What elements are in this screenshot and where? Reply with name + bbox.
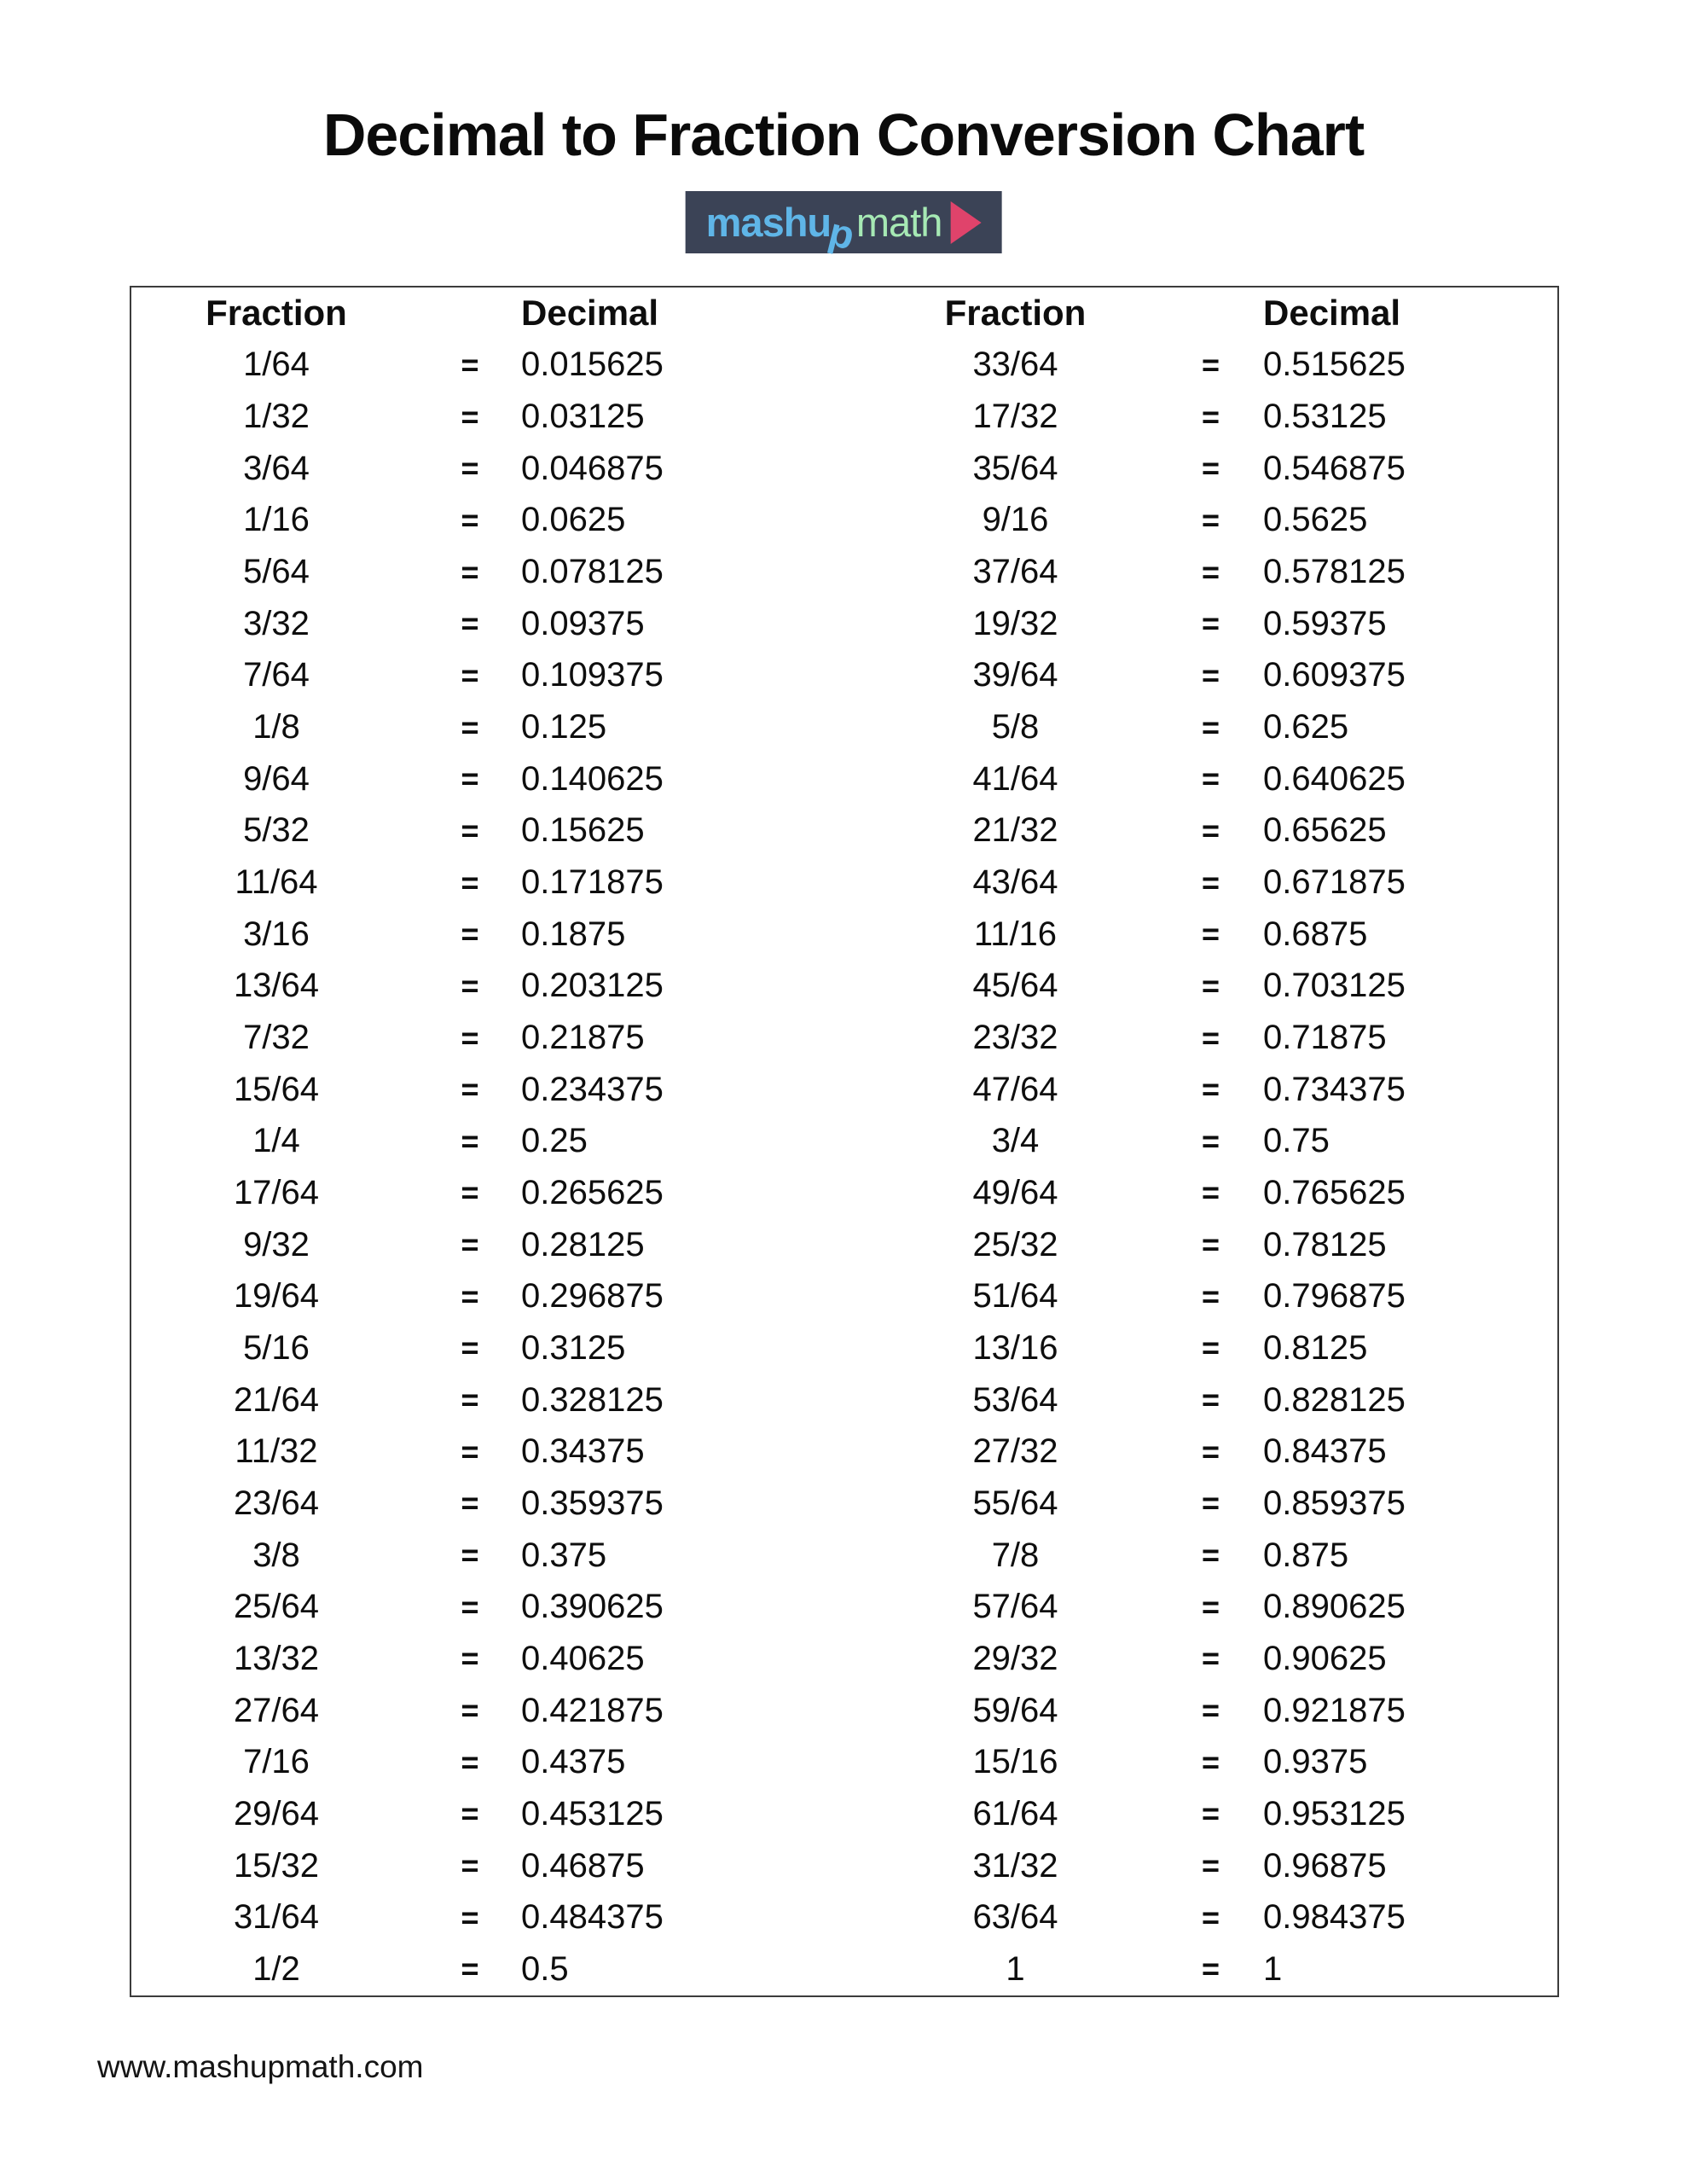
decimal-value: 0.1875 [521,915,626,953]
equals-sign: = [461,1899,479,1935]
fraction-value: 19/64 [233,1277,320,1316]
fraction-value: 25/64 [233,1588,320,1626]
equals-sign: = [1201,1796,1220,1832]
fraction-value: 45/64 [972,967,1058,1005]
fraction-value: 15/32 [233,1846,320,1885]
decimal-value: 0.65625 [1263,811,1387,850]
fraction-value: 1/32 [243,398,310,436]
fraction-value: 25/32 [972,1225,1058,1263]
equals-sign: = [461,967,479,1003]
fraction-value: 41/64 [972,759,1058,798]
fraction-value: 11/32 [235,1432,318,1471]
decimal-value: 0.703125 [1263,967,1406,1005]
equals-sign: = [1201,1175,1220,1211]
equals-sign: = [1201,1899,1220,1935]
decimal-value: 0.0625 [521,501,626,539]
fraction-value: 15/64 [233,1070,320,1108]
equals-sign: = [1201,967,1220,1003]
footer-url: www.mashupmath.com [97,2049,424,2084]
fraction-value: 7/8 [991,1536,1040,1574]
equals-sign: = [461,1537,479,1573]
fraction-value: 5/64 [243,553,310,591]
equals-sign: = [461,864,479,900]
decimal-value: 0.90625 [1263,1639,1387,1677]
decimal-value: 0.4375 [521,1743,626,1781]
decimal-value: 0.15625 [521,811,645,850]
fraction-value: 35/64 [972,449,1058,487]
fraction-value: 59/64 [972,1691,1058,1729]
decimal-value: 0.140625 [521,759,664,798]
fraction-value: 21/64 [233,1380,320,1419]
equals-sign: = [1201,1641,1220,1676]
decimal-value: 0.796875 [1263,1277,1406,1316]
fraction-value: 63/64 [972,1898,1058,1937]
equals-sign: = [461,1123,479,1159]
decimal-value: 1 [1263,1949,1283,1988]
fraction-value: 53/64 [972,1380,1058,1419]
decimal-value: 0.28125 [521,1225,645,1263]
equals-sign: = [1201,554,1220,590]
equals-sign: = [1201,1485,1220,1521]
decimal-value: 0.953125 [1263,1794,1406,1833]
decimal-value: 0.125 [521,708,607,746]
decimal-value: 0.5625 [1263,501,1368,539]
fraction-value: 1 [1006,1949,1025,1988]
decimal-value: 0.21875 [521,1019,645,1057]
play-arrow-icon [950,201,981,244]
equals-sign: = [461,1330,479,1366]
page-title: Decimal to Fraction Conversion Chart [322,102,1365,168]
equals-sign: = [1201,502,1220,537]
decimal-value: 0.25 [521,1122,588,1160]
equals-sign: = [1201,1537,1220,1573]
equals-sign: = [1201,1330,1220,1366]
decimal-value: 0.609375 [1263,656,1406,694]
decimal-value: 0.828125 [1263,1380,1406,1419]
fraction-value: 39/64 [972,656,1058,694]
fraction-value: 1/64 [243,346,310,384]
equals-sign: = [1201,657,1220,693]
equals-sign: = [461,346,479,382]
decimal-value: 0.875 [1263,1536,1349,1574]
decimal-value: 0.546875 [1263,449,1406,487]
fraction-value: 27/64 [233,1691,320,1729]
equals-sign: = [1201,450,1220,486]
decimal-value: 0.625 [1263,708,1349,746]
decimal-value: 0.203125 [521,967,664,1005]
fraction-value: 9/32 [243,1225,310,1263]
equals-sign: = [1201,346,1220,382]
decimal-value: 0.671875 [1263,863,1406,902]
fraction-value: 23/64 [233,1484,320,1522]
header-spacer [421,288,519,340]
table-right-half [844,288,1557,1995]
fraction-value: 27/32 [972,1432,1058,1471]
equals-sign: = [461,812,479,848]
equals-sign: = [1201,1123,1220,1159]
fraction-value: 33/64 [972,346,1058,384]
equals-sign: = [1201,1019,1220,1055]
equals-sign: = [461,1589,479,1624]
fraction-value: 17/32 [972,398,1058,436]
equals-sign: = [461,502,479,537]
equals-sign: = [461,1951,479,1987]
equals-sign: = [461,1641,479,1676]
fraction-value: 23/32 [972,1019,1058,1057]
equals-sign: = [461,1848,479,1884]
fraction-value: 9/64 [243,759,310,798]
equals-sign: = [1201,1589,1220,1624]
fraction-value: 5/16 [243,1328,310,1367]
logo-text-p: p [824,208,859,258]
fraction-value: 3/64 [243,449,310,487]
equals-sign: = [1201,761,1220,797]
fraction-value: 57/64 [972,1588,1058,1626]
equals-sign: = [461,1796,479,1832]
equals-sign: = [1201,1693,1220,1728]
equals-sign: = [461,1744,479,1780]
decimal-value: 0.8125 [1263,1328,1368,1367]
fraction-value: 1/2 [252,1949,300,1988]
equals-sign: = [461,554,479,590]
equals-sign: = [1201,1227,1220,1263]
fraction-value: 7/64 [243,656,310,694]
equals-sign: = [461,1433,479,1469]
decimal-value: 0.859375 [1263,1484,1406,1522]
fraction-value: 31/64 [233,1898,320,1937]
decimal-value: 0.265625 [521,1173,664,1211]
equals-sign: = [461,709,479,745]
equals-sign: = [461,450,479,486]
decimal-value: 0.046875 [521,449,664,487]
logo-text-mashu: mashu [705,200,832,245]
decimal-value: 0.984375 [1263,1898,1406,1937]
fraction-value: 3/8 [252,1536,300,1574]
decimal-value: 0.84375 [1263,1432,1387,1471]
fraction-value: 3/16 [243,915,310,953]
fraction-value: 13/64 [233,967,320,1005]
equals-sign: = [461,657,479,693]
equals-sign: = [461,606,479,642]
decimal-value: 0.3125 [521,1328,626,1367]
fraction-value: 49/64 [972,1173,1058,1211]
decimal-value: 0.765625 [1263,1173,1406,1211]
decimal-value: 0.9375 [1263,1743,1368,1781]
decimal-value: 0.75 [1263,1122,1330,1160]
equals-sign: = [1201,1072,1220,1107]
fraction-value: 13/32 [233,1639,320,1677]
fraction-value: 1/8 [252,708,300,746]
fraction-value: 29/32 [972,1639,1058,1677]
decimal-value: 0.375 [521,1536,607,1574]
equals-sign: = [461,398,479,434]
fraction-value: 17/64 [233,1173,320,1211]
fraction-value: 7/16 [243,1743,310,1781]
equals-sign: = [461,1072,479,1107]
decimal-value: 0.296875 [521,1277,664,1316]
decimal-value: 0.5 [521,1949,569,1988]
decimal-value: 0.59375 [1263,604,1387,642]
fraction-value: 61/64 [972,1794,1058,1833]
decimal-value: 0.03125 [521,398,645,436]
decimal-value: 0.890625 [1263,1588,1406,1626]
mashupmath-logo [686,191,1002,258]
equals-sign: = [1201,864,1220,900]
fraction-value: 31/32 [972,1846,1058,1885]
equals-sign: = [461,1227,479,1263]
decimal-value: 0.390625 [521,1588,664,1626]
table-left-half [131,288,844,1995]
decimal-value: 0.78125 [1263,1225,1387,1263]
equals-sign: = [1201,1848,1220,1884]
fraction-value: 3/32 [243,604,310,642]
equals-sign: = [1201,1951,1220,1987]
equals-sign: = [1201,709,1220,745]
equals-sign: = [1201,1382,1220,1418]
fraction-value: 11/64 [235,863,318,902]
equals-sign: = [461,1278,479,1314]
equals-sign: = [1201,398,1220,434]
fraction-value: 5/8 [991,708,1040,746]
fraction-value: 51/64 [972,1277,1058,1316]
fraction-value: 13/16 [972,1328,1058,1367]
equals-sign: = [461,916,479,952]
fraction-value: 29/64 [233,1794,320,1833]
equals-sign: = [461,1019,479,1055]
decimal-value: 0.453125 [521,1794,664,1833]
fraction-value: 55/64 [972,1484,1058,1522]
decimal-value: 0.109375 [521,656,664,694]
decimal-value: 0.640625 [1263,759,1406,798]
equals-sign: = [1201,1278,1220,1314]
header-spacer [1187,288,1234,340]
equals-sign: = [1201,812,1220,848]
equals-sign: = [1201,1433,1220,1469]
decimal-value: 0.46875 [521,1846,645,1885]
column-header-decimal: Decimal [1263,293,1401,334]
decimal-value: 0.484375 [521,1898,664,1937]
logo-text-math: math [855,200,942,245]
decimal-value: 0.015625 [521,346,664,384]
decimal-value: 0.328125 [521,1380,664,1419]
fraction-value: 3/4 [991,1122,1040,1160]
fraction-value: 47/64 [972,1070,1058,1108]
fraction-value: 7/32 [243,1019,310,1057]
fraction-value: 11/16 [973,915,1058,953]
decimal-value: 0.171875 [521,863,664,902]
equals-sign: = [461,1382,479,1418]
equals-sign: = [1201,916,1220,952]
decimal-value: 0.578125 [1263,553,1406,591]
column-header-fraction: Fraction [206,293,347,334]
decimal-value: 0.40625 [521,1639,645,1677]
decimal-value: 0.71875 [1263,1019,1387,1057]
decimal-value: 0.34375 [521,1432,645,1471]
decimal-value: 0.078125 [521,553,664,591]
decimal-value: 0.09375 [521,604,645,642]
equals-sign: = [461,1693,479,1728]
fraction-value: 1/4 [252,1122,300,1160]
column-header-fraction: Fraction [944,293,1087,334]
decimal-value: 0.734375 [1263,1070,1406,1108]
column-header-decimal: Decimal [521,293,659,334]
decimal-value: 0.421875 [521,1691,664,1729]
equals-sign: = [1201,606,1220,642]
decimal-value: 0.6875 [1263,915,1368,953]
decimal-value: 0.96875 [1263,1846,1387,1885]
equals-sign: = [461,1175,479,1211]
decimal-value: 0.515625 [1263,346,1406,384]
decimal-value: 0.921875 [1263,1691,1406,1729]
fraction-value: 43/64 [972,863,1058,902]
decimal-value: 0.359375 [521,1484,664,1522]
fraction-value: 37/64 [972,553,1058,591]
equals-sign: = [1201,1744,1220,1780]
fraction-value: 19/32 [972,604,1058,642]
decimal-value: 0.53125 [1263,398,1387,436]
equals-sign: = [461,1485,479,1521]
fraction-value: 15/16 [972,1743,1058,1781]
fraction-value: 5/32 [243,811,310,850]
fraction-value: 9/16 [982,501,1049,539]
decimal-value: 0.234375 [521,1070,664,1108]
conversion-table [130,286,1559,1997]
fraction-value: 21/32 [972,811,1058,850]
fraction-value: 1/16 [243,501,310,539]
equals-sign: = [461,761,479,797]
